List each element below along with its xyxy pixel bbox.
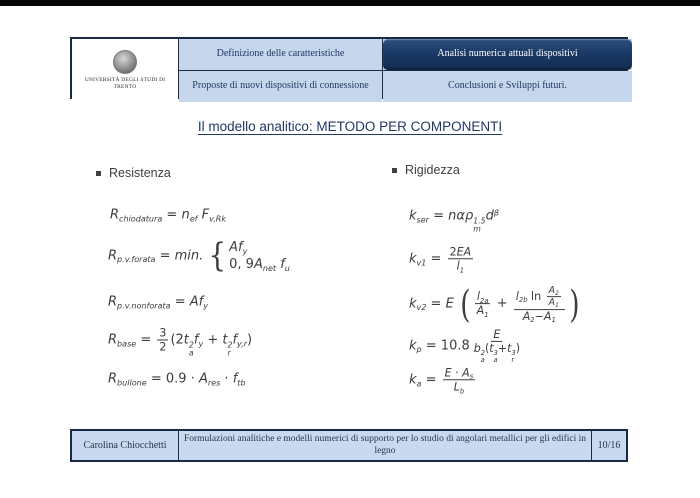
formula-r-bullone: $R_{bullone} = 0.9 \cdot A_{res} \cdot f_{tb}$ bbox=[108, 371, 246, 388]
formula-r-base: $R_{base}$ = $\frac{3}{2}$ (2t 2 a $f_y + t$ 2 r $f_{y,r}$) bbox=[108, 326, 253, 358]
footer-table bbox=[70, 429, 628, 462]
section-rigidezza bbox=[392, 163, 460, 177]
bullet-square-icon bbox=[96, 171, 101, 176]
bullet-square-icon bbox=[392, 168, 397, 173]
nav-item-proposte[interactable]: Proposte di nuovi dispositivi di connessione bbox=[179, 71, 382, 102]
formula-k-a: $k_a$ = $\frac{E \cdot A_s}{L_b}$ bbox=[409, 366, 474, 395]
header-nav-table bbox=[70, 37, 628, 99]
section-resistenza-label: Resistenza bbox=[109, 166, 171, 180]
footer-work-title: Formulazioni analitiche e modelli numerici di supporto per lo studio di angolari metallici per gli edifici in legno bbox=[179, 431, 591, 460]
university-logo-cell bbox=[72, 39, 178, 102]
nav-item-conclusioni[interactable]: Conclusioni e Sviluppi futuri. bbox=[383, 71, 632, 102]
top-border-bar bbox=[0, 0, 700, 6]
formula-r-pv-forata: $R_{p.v.forata} = \min$. { $Af_y$ 0, $9A_{net}$ $f_u$ bbox=[108, 236, 290, 275]
formula-r-pv-nonforata: $R_{p.v.nonforata} = Af_y$ bbox=[108, 294, 209, 311]
section-resistenza bbox=[96, 166, 171, 180]
formula-k-p: $k_p = 10.8$ E b 2 a (t 3 a +t 3 r ) bbox=[409, 327, 520, 365]
formula-k-v1: $k_{v1}$ = $\frac{2EA}{l_1}$ bbox=[409, 245, 472, 274]
nav-item-definizione[interactable]: Definizione delle caratteristiche bbox=[179, 39, 382, 70]
footer-author: Carolina Chiocchetti bbox=[72, 431, 178, 460]
slide-title: Il modello analitico: METODO PER COMPONENTI bbox=[197, 119, 503, 134]
university-seal-logo bbox=[113, 50, 137, 74]
formula-k-v2: $k_{v2} = E$ ( $\frac{l_{2a}}{A_1}$ + $l_{2b}$ ln $\frac{A_2}{A_1}$ $A_2-A_1$ ) bbox=[409, 281, 580, 326]
university-name: UNIVERSITÀ DEGLI STUDI DI TRENTO bbox=[84, 77, 166, 90]
section-rigidezza-label: Rigidezza bbox=[405, 163, 460, 177]
formula-k-ser: $k_{ser} = n\alpha\rho$ 1.5 m $d^\beta$ bbox=[409, 208, 500, 234]
formula-r-chiodatura: $R_{chiodatura} = n_{ef}$ $F_{v,Rk}$ bbox=[110, 207, 227, 224]
nav-item-analisi-label: Analisi numerica attuali dispositivi bbox=[383, 39, 632, 70]
nav-item-analisi-active[interactable] bbox=[383, 39, 632, 70]
footer-page-number: 10/16 bbox=[592, 431, 626, 460]
